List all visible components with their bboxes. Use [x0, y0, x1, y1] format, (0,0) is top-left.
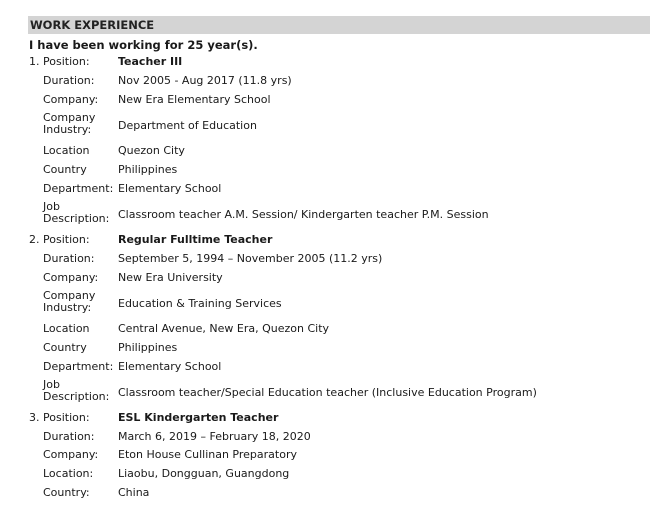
location-value: Liaobu, Dongguan, Guangdong [118, 467, 290, 480]
job-3-duration-row [0, 428, 656, 446]
description-label: Job Description: [43, 378, 110, 403]
location-value: Quezon City [118, 144, 185, 157]
location-label: Location [43, 322, 90, 335]
job-2-position-row [0, 231, 656, 249]
country-label: Country [43, 341, 87, 354]
job-3-country-row [0, 484, 656, 502]
job-1-duration-row [0, 72, 656, 90]
job-3-company-row [0, 446, 656, 464]
country-value: China [118, 486, 150, 499]
position-value: ESL Kindergarten Teacher [118, 411, 279, 424]
job-2-duration-row [0, 250, 656, 268]
job-2-company-row [0, 269, 656, 287]
department-value: Elementary School [118, 360, 222, 373]
position-value: Regular Fulltime Teacher [118, 233, 273, 246]
job-number: 2. [29, 233, 40, 246]
job-3-location-row [0, 465, 656, 483]
country-value: Philippines [118, 341, 178, 354]
job-3-position-row [0, 409, 656, 427]
department-value: Elementary School [118, 182, 222, 195]
description-value: Classroom teacher/Special Education teacher (Inclusive Education Program) [118, 386, 537, 399]
section-header: WORK EXPERIENCE [28, 16, 650, 34]
company-value: New Era Elementary School [118, 93, 271, 106]
position-label: Position: [43, 411, 90, 424]
country-value: Philippines [118, 163, 178, 176]
job-1-position-row [0, 53, 656, 71]
experience-summary: I have been working for 25 year(s). [29, 38, 258, 52]
position-label: Position: [43, 55, 90, 68]
country-label: Country [43, 163, 87, 176]
duration-label: Duration: [43, 430, 95, 443]
job-1-country-row [0, 161, 656, 179]
industry-value: Department of Education [118, 119, 257, 132]
job-2-country-row [0, 339, 656, 357]
job-1-description-row [0, 201, 656, 227]
job-number: 3. [29, 411, 40, 424]
job-1-company-row [0, 91, 656, 109]
job-2-description-row [0, 379, 656, 405]
department-label: Department: [43, 360, 114, 373]
position-value: Teacher III [118, 55, 183, 68]
duration-label: Duration: [43, 74, 95, 87]
company-label: Company: [43, 448, 99, 461]
industry-label: Company Industry: [43, 289, 96, 314]
duration-value: March 6, 2019 – February 18, 2020 [118, 430, 311, 443]
job-2-department-row [0, 358, 656, 376]
job-1-location-row [0, 142, 656, 160]
location-label: Location [43, 144, 90, 157]
job-1-department-row [0, 180, 656, 198]
description-label: Job Description: [43, 200, 110, 225]
duration-value: Nov 2005 - Aug 2017 (11.8 yrs) [118, 74, 292, 87]
job-2-industry-row [0, 290, 656, 316]
company-value: New Era University [118, 271, 223, 284]
company-value: Eton House Cullinan Preparatory [118, 448, 297, 461]
duration-label: Duration: [43, 252, 95, 265]
company-label: Company: [43, 93, 99, 106]
location-value: Central Avenue, New Era, Quezon City [118, 322, 330, 335]
department-label: Department: [43, 182, 114, 195]
job-2-location-row [0, 320, 656, 338]
job-number: 1. [29, 55, 40, 68]
industry-label: Company Industry: [43, 111, 96, 136]
location-label: Location: [43, 467, 94, 480]
industry-value: Education & Training Services [118, 297, 282, 310]
duration-value: September 5, 1994 – November 2005 (11.2 yrs) [118, 252, 383, 265]
description-value: Classroom teacher A.M. Session/ Kindergarten teacher P.M. Session [118, 208, 489, 221]
position-label: Position: [43, 233, 90, 246]
country-label: Country: [43, 486, 90, 499]
job-1-industry-row [0, 112, 656, 138]
company-label: Company: [43, 271, 99, 284]
